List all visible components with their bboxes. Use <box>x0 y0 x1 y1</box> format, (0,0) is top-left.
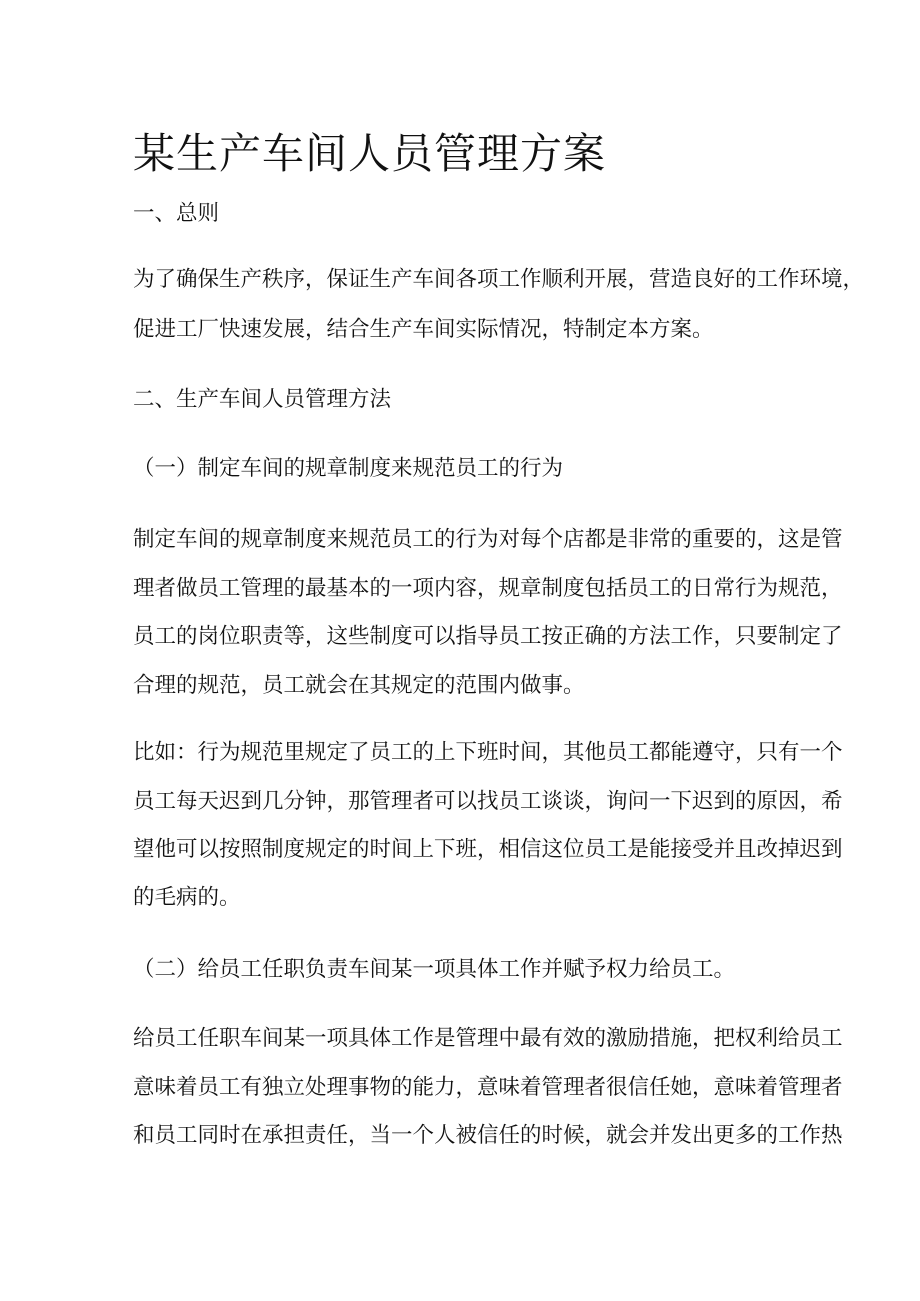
paragraph-line: 员工每天迟到几分钟，那管理者可以找员工谈谈，询问一下迟到的原因，希 <box>133 789 843 814</box>
section-heading-methods: 二、生产车间人员管理方法 <box>133 387 392 412</box>
paragraph-line: 意味着员工有独立处理事物的能力，意味着管理者很信任她，意味着管理者 <box>133 1075 843 1100</box>
paragraph-line: 给员工任职车间某一项具体工作是管理中最有效的激励措施，把权利给员工 <box>133 1026 843 1051</box>
paragraph-line: 比如：行为规范里规定了员工的上下班时间，其他员工都能遵守，只有一个 <box>133 740 843 765</box>
paragraph-line: 和员工同时在承担责任，当一个人被信任的时候，就会并发出更多的工作热 <box>133 1123 843 1148</box>
subsection-heading-authority: （二）给员工任职负责车间某一项具体工作并赋予权力给员工。 <box>133 957 736 982</box>
paragraph-line: 员工的岗位职责等，这些制度可以指导员工按正确的方法工作，只要制定了 <box>133 624 843 649</box>
paragraph-line: 的毛病的。 <box>133 885 241 910</box>
paragraph-line: 理者做员工管理的最基本的一项内容，规章制度包括员工的日常行为规范， <box>133 576 843 601</box>
document-title: 某生产车间人员管理方案 <box>133 129 607 178</box>
paragraph-line: 促进工厂快速发展，结合生产车间实际情况，特制定本方案。 <box>133 317 714 342</box>
subsection-heading-rules: （一）制定车间的规章制度来规范员工的行为 <box>133 456 564 481</box>
paragraph-line: 为了确保生产秩序，保证生产车间各项工作顺利开展，营造良好的工作环境， <box>133 267 865 292</box>
paragraph-line: 合理的规范，员工就会在其规定的范围内做事。 <box>133 673 585 698</box>
paragraph-line: 制定车间的规章制度来规范员工的行为对每个店都是非常的重要的，这是管 <box>133 527 843 552</box>
section-heading-general: 一、总则 <box>133 201 220 226</box>
paragraph-line: 望他可以按照制度规定的时间上下班，相信这位员工是能接受并且改掉迟到 <box>133 837 843 862</box>
